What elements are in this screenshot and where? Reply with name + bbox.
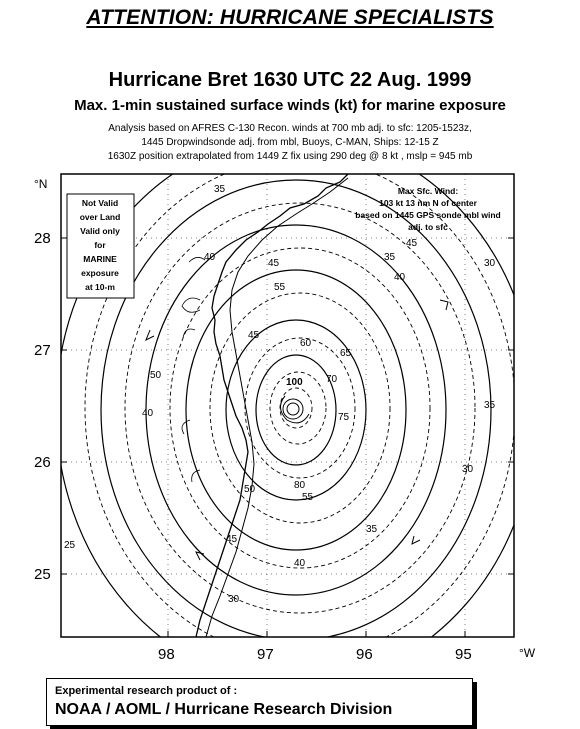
lon-label: 97: [257, 646, 274, 663]
lon-unit-label: °W: [519, 646, 536, 660]
svg-text:adj. to sfc: adj. to sfc: [408, 222, 448, 232]
attention-banner: ATTENTION: HURRICANE SPECIALISTS: [86, 6, 494, 29]
svg-text:75: 75: [338, 412, 350, 423]
svg-text:35: 35: [484, 400, 496, 411]
svg-text:Not Valid: Not Valid: [81, 198, 119, 208]
lat-label: 26: [34, 454, 51, 471]
svg-text:35: 35: [384, 252, 396, 263]
svg-text:80: 80: [294, 480, 306, 491]
svg-text:30: 30: [484, 258, 496, 269]
svg-text:103 kt 13 nm N of center: 103 kt 13 nm N of center: [379, 198, 477, 208]
lat-label: 25: [34, 566, 51, 583]
svg-text:70: 70: [326, 374, 338, 385]
analysis-note-2: 1445 Dropwindsonde adj. from mbl, Buoys, C-MAN, Ships: 12-15 Z: [141, 137, 439, 148]
svg-text:exposure: exposure: [81, 268, 119, 278]
svg-text:40: 40: [294, 558, 306, 569]
svg-text:50: 50: [150, 370, 162, 381]
svg-text:40: 40: [204, 252, 216, 263]
svg-text:45: 45: [248, 330, 260, 341]
svg-text:Max Sfc. Wind:: Max Sfc. Wind:: [397, 186, 459, 196]
credit-box: [46, 678, 473, 726]
page-subtitle: Max. 1-min sustained surface winds (kt) for marine exposure: [74, 97, 506, 114]
svg-text:55: 55: [302, 492, 314, 503]
analysis-note-1: Analysis based on AFRES C-130 Recon. winds at 700 mb adj. to sfc: 1205-1523z,: [108, 123, 472, 134]
svg-text:45: 45: [268, 258, 280, 269]
analysis-note-3: 1630Z position extrapolated from 1449 Z fix using 290 deg @ 8 kt , mslp = 945 mb: [107, 151, 473, 162]
lat-label: 28: [34, 230, 51, 247]
svg-text:35: 35: [366, 524, 378, 535]
svg-text:for: for: [94, 240, 106, 250]
svg-text:100: 100: [286, 377, 303, 388]
svg-text:40: 40: [394, 272, 406, 283]
svg-text:60: 60: [300, 338, 312, 349]
lon-label: 96: [356, 646, 373, 663]
svg-text:40: 40: [142, 408, 154, 419]
svg-text:at 10-m: at 10-m: [85, 282, 115, 292]
lat-label: 27: [34, 342, 51, 359]
lon-label: 95: [455, 646, 472, 663]
svg-text:35: 35: [214, 184, 226, 195]
svg-text:based on 1445 GPS sonde mbl wi: based on 1445 GPS sonde mbl wind: [355, 210, 501, 220]
svg-text:45: 45: [226, 534, 238, 545]
svg-text:30: 30: [228, 594, 240, 605]
svg-text:45: 45: [406, 238, 418, 249]
svg-text:MARINE: MARINE: [83, 254, 117, 264]
credit-line-1: Experimental research product of :: [55, 685, 238, 697]
svg-text:30: 30: [462, 464, 474, 475]
svg-text:50: 50: [244, 484, 256, 495]
svg-text:55: 55: [274, 282, 286, 293]
svg-text:over Land: over Land: [79, 212, 121, 222]
svg-text:65: 65: [340, 348, 352, 359]
page-title: Hurricane Bret 1630 UTC 22 Aug. 1999: [108, 69, 472, 91]
lat-unit-label: °N: [34, 177, 48, 191]
svg-text:Valid only: Valid only: [80, 226, 120, 236]
credit-line-2: NOAA / AOML / Hurricane Research Division: [55, 701, 393, 718]
svg-text:25: 25: [64, 540, 76, 551]
lon-label: 98: [158, 646, 175, 663]
